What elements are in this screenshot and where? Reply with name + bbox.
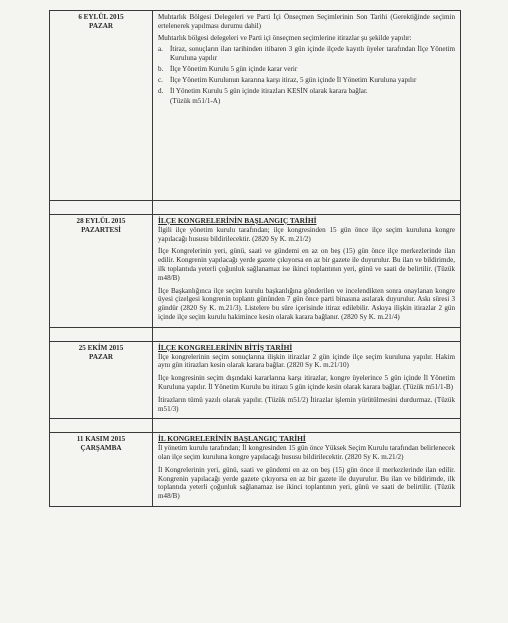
objection-list — [158, 45, 455, 95]
row-day: PAZAR — [89, 352, 113, 361]
paragraph: İl yönetim kurulu tarafından; İl kongresinden 15 gün önce Yüksek Seçim Kurulu tarafından belirlenecek olan ilçe seçim kuruluna kongre yapılacağı hususu bildirilecektir. (2820 Sy K. m.21/2) — [158, 444, 455, 461]
date-cell — [50, 11, 153, 201]
row-date: 28 EYLÜL 2015 — [76, 217, 126, 225]
list-item — [158, 76, 455, 85]
content-cell — [153, 11, 461, 201]
paragraph: İtirazların tümü yazılı olarak yapılır. (Tüzük m51/2) İtirazlar işlemin yürütülmesini durdurmaz. (Tüzük m51/3) — [158, 395, 455, 413]
table-row — [50, 341, 461, 419]
date-cell — [50, 215, 153, 328]
paragraph: İlçe Kongrelerinin yeri, günü, saati ve gündemi en az on beş (15) gün önce ilçe merkezlerinde ilan edilir. Kongrenin yapılacağı yerde gazete çıkıyorsa en az bir gazete ile duyurulur. Bu ilan ve bildirimde, ilk toplantıda yeterli çoğunluk sağlanamaz ise ikinci toplantının yeri, günü ve saati de belirtilir. (Tüzük m48/B) — [158, 247, 455, 282]
content-cell — [153, 341, 461, 419]
paragraph: İlçe Başkanlığınca ilçe seçim kurulu başkanlığına gönderilen ve incelendikten sonra onaylanan kongre üyesi çizelgesi kongrenin toplantı gününden 7 gün önce parti binasına asılarak duyurulur. Askı süresi 3 gündür (2820 Sy K. m.21/3). Listelere bu süre içerisinde itiraz edilebilir. Askıya ilişkin itirazlar 2 gün içinde ilçe seçim kurulu hakimince kesin olarak karara bağlanır. (2820 Sy K. m.21/4) — [158, 286, 455, 321]
row-date: 11 KASIM 2015 — [76, 435, 126, 444]
list-marker: b. — [158, 64, 164, 73]
paragraph: İl Kongrelerinin yeri, günü, saati ve gündemi en az on beş (15) gün önce il merkezlerinde ilan edilir. Kongrenin yapılacağı yerde gazete çıkıyorsa en az bir gazete ile duyurulur. Bu ilan ve bildirimde, ilk toplantıda yeterli çoğunluk sağlanamaz ise ikinci toplantının yeri, günü ve saati de belirtilir. (Tüzük m48/B) — [158, 465, 455, 501]
content-cell — [153, 433, 461, 507]
paragraph: Muhtarlık bölgesi delegeleri ve Parti içi önseçmen seçimlerine itirazlar şu şekilde yapılır: — [158, 33, 412, 42]
section-title: İL KONGRELERİNİN BAŞLANGIÇ TARİHİ — [158, 434, 306, 444]
paragraph: İlçe kongresinin seçim dışındaki kararlarına karşı itirazlar, kongre üyelerince 5 gün içinde İl Yönetim Kuruluna yapılır. İl Yönetim Kurulu bu itirazı 5 gün içinde kesin olarak karara bağlar. (Tüzük m51/1-B) — [158, 374, 455, 391]
row-spacer — [50, 327, 461, 341]
list-item — [158, 87, 455, 96]
table-row — [50, 215, 461, 328]
list-item — [158, 65, 455, 74]
row-day: ÇARŞAMBA — [80, 444, 122, 453]
list-marker: c. — [158, 75, 163, 84]
paragraph: Muhtarlık Bölgesi Delegeleri ve Parti İçi Önseçmen Seçimlerinin Son Tarihi (Gerektiğinde seçimin ertelenerek yapılması durumu dahil) — [158, 13, 455, 30]
row-day: PAZARTESİ — [81, 225, 121, 234]
paragraph: İlgili ilçe yönetim kurulu tarafından; ilçe kongresinden 15 gün önce ilçe seçim kuruluna kongre yapılacağı hususu bildirilecektir. (2820 Sy K. m.21/2) — [158, 225, 455, 243]
list-text: İl Yönetim Kurulu 5 gün içinde itirazları KESİN olarak karara bağlar. — [170, 86, 368, 95]
schedule-table — [49, 10, 461, 507]
list-marker: a. — [158, 45, 163, 54]
list-text: İlçe Yönetim Kurulu 5 gün içinde karar verir — [170, 64, 298, 73]
section-title: İLÇE KONGRELERİNİN BİTİŞ TARİHİ — [158, 342, 293, 352]
section-title: İLÇE KONGRELERİNİN BAŞLANGIÇ TARİHİ — [158, 216, 317, 225]
date-cell — [50, 341, 153, 419]
list-marker: d. — [158, 86, 164, 95]
list-text: İtiraz, sonuçların ilan tarihinden itibaren 3 gün içinde ilçede kayıtlı üyeler tarafından İlçe Yönetim Kuruluna yapılır — [170, 45, 455, 63]
reference: (Tüzük m51/1-A) — [170, 97, 221, 106]
paragraph: İlçe kongrelerinin seçim sonuçlarına ilişkin itirazlar 2 gün içinde ilçe seçim kuruluna yapılır. Hakim aynı gün itirazları kesin olarak karara bağlar. (2820 Sy K. m.21/10) — [158, 352, 455, 370]
row-date: 6 EYLÜL 2015 — [78, 13, 124, 21]
row-spacer — [50, 419, 461, 433]
content-cell — [153, 215, 461, 328]
row-day: PAZAR — [89, 21, 113, 30]
list-item — [158, 45, 455, 63]
table-row — [50, 11, 461, 201]
row-date: 25 EKİM 2015 — [78, 343, 124, 352]
row-spacer — [50, 201, 461, 215]
list-text: İlçe Yönetim Kurulunun kararına karşı itiraz, 5 gün içinde İl Yönetim Kuruluna yapılır — [170, 75, 417, 84]
date-cell — [50, 433, 153, 507]
table-row — [50, 433, 461, 507]
